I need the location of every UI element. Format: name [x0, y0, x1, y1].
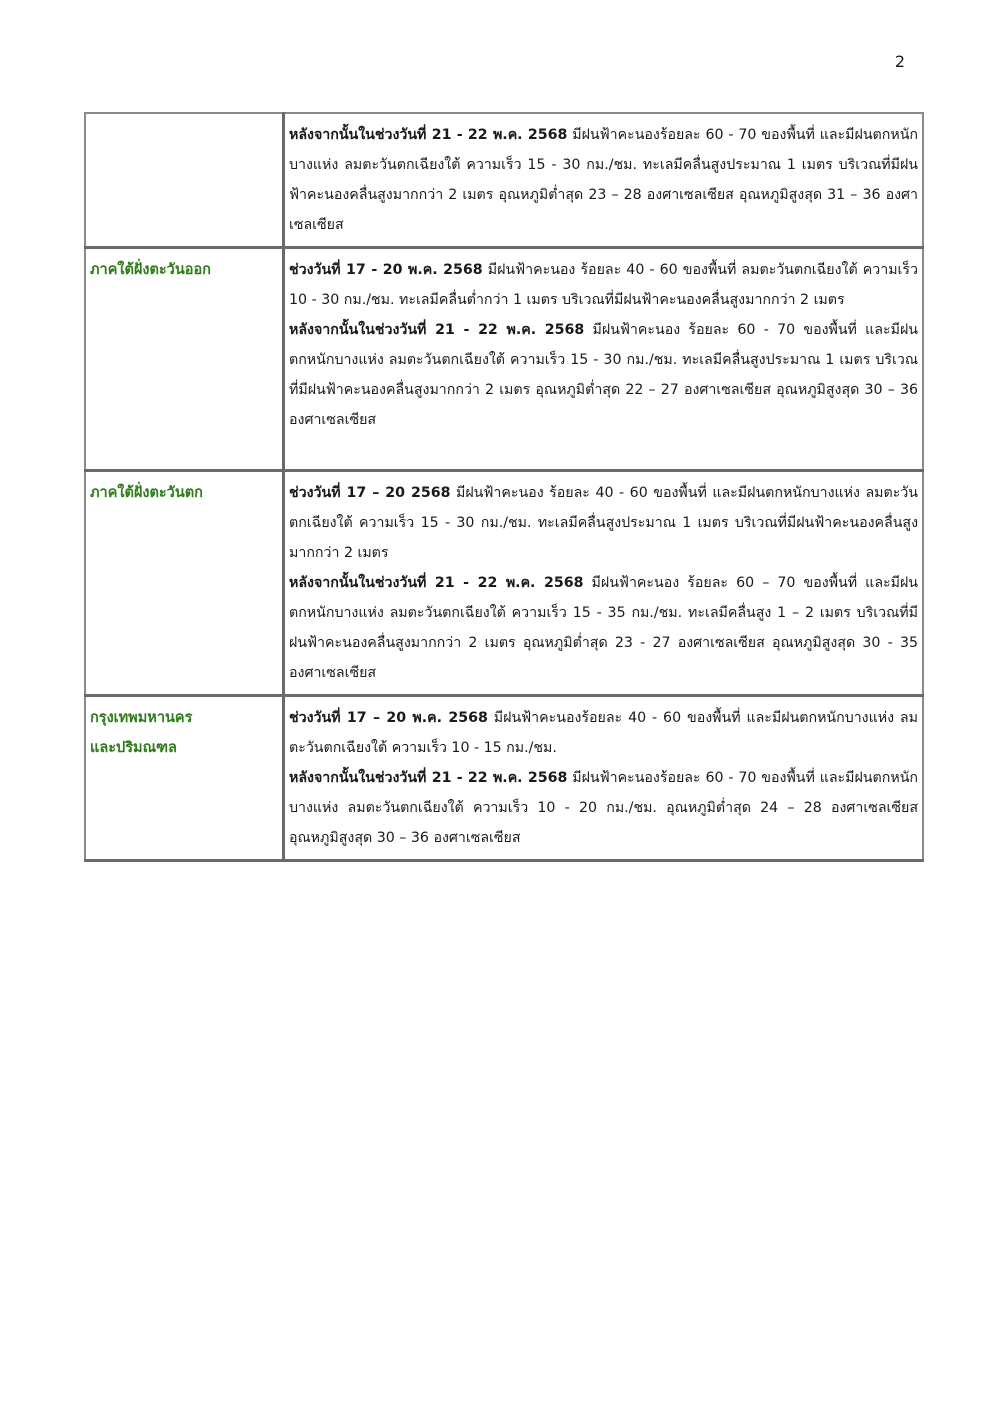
table-row [85, 471, 923, 696]
forecast-paragraph [289, 568, 918, 688]
forecast-text: มีฝนฟ้าคะนองร้อยละ 60 - 70 ของพื้นที่ และมีฝนตกหนักบางแห่ง ลมตะวันตกเฉียงใต้ ความเร็ว 10 - 20 กม./ชม. อุณหภูมิต่ำสุด 24 – 28 องศาเซลเซียส อุณหภูมิสูงสุด 30 – 36 องศาเซลเซียส [289, 770, 918, 846]
region-name: ภาคใต้ฝั่งตะวันตก [90, 485, 203, 501]
forecast-paragraph [289, 315, 918, 435]
forecast-cell [284, 113, 924, 248]
forecast-text: มีฝนฟ้าคะนอง ร้อยละ 40 - 60 ของพื้นที่ ลมตะวันตกเฉียงใต้ ความเร็ว 10 - 30 กม./ชม. ทะเลมีคลื่นต่ำกว่า 1 เมตร บริเวณที่มีฝนฟ้าคะนองคลื่นสูงมากกว่า 2 เมตร [289, 262, 918, 308]
forecast-paragraph [289, 763, 918, 853]
page-number: 2 [894, 52, 905, 71]
table-row [85, 113, 923, 248]
forecast-text: มีฝนฟ้าคะนองร้อยละ 60 - 70 ของพื้นที่ และมีฝนตกหนักบางแห่ง ลมตะวันตกเฉียงใต้ ความเร็ว 15 - 30 กม./ชม. ทะเลมีคลื่นสูงประมาณ 1 เมตร บริเวณที่มีฝนฟ้าคะนองคลื่นสูงมากกว่า 2 เมตร อุณหภูมิต่ำสุด 23 – 28 องศาเซลเซียส อุณหภูมิสูงสุด 31 – 36 องศาเซลเซียส [289, 127, 918, 233]
forecast-lead: ช่วงวันที่ 17 - 20 พ.ค. 2568 [289, 262, 483, 278]
region-cell [85, 113, 284, 248]
forecast-lead: หลังจากนั้นในช่วงวันที่ 21 - 22 พ.ค. 2568 [289, 770, 568, 786]
forecast-paragraph [289, 255, 918, 315]
region-cell [85, 248, 284, 471]
forecast-text: มีฝนฟ้าคะนอง ร้อยละ 60 - 70 ของพื้นที่ และมีฝนตกหนักบางแห่ง ลมตะวันตกเฉียงใต้ ความเร็ว 15 - 30 กม./ชม. ทะเลมีคลื่นสูงประมาณ 1 เมตร บริเวณที่มีฝนฟ้าคะนองคลื่นสูงมากกว่า 2 เมตร อุณหภูมิต่ำสุด 22 – 27 องศาเซลเซียส อุณหภูมิสูงสุด 30 – 36 องศาเซลเซียส [289, 322, 918, 428]
forecast-lead: หลังจากนั้นในช่วงวันที่ 21 - 22 พ.ค. 2568 [289, 322, 585, 338]
forecast-paragraph [289, 478, 918, 568]
table-row [85, 696, 923, 861]
table-row [85, 248, 923, 471]
region-name: ภาคใต้ฝั่งตะวันออก [90, 262, 211, 278]
forecast-cell [284, 471, 924, 696]
forecast-text: มีฝนฟ้าคะนอง ร้อยละ 40 - 60 ของพื้นที่ และมีฝนตกหนักบางแห่ง ลมตะวันตกเฉียงใต้ ความเร็ว 15 - 30 กม./ชม. ทะเลมีคลื่นสูงประมาณ 1 เมตร บริเวณที่มีฝนฟ้าคะนองคลื่นสูงมากกว่า 2 เมตร [289, 485, 918, 561]
forecast-lead: หลังจากนั้นในช่วงวันที่ 21 - 22 พ.ค. 2568 [289, 575, 584, 591]
forecast-paragraph [289, 703, 918, 763]
region-name: และปริมณฑล [90, 740, 177, 756]
region-cell [85, 471, 284, 696]
forecast-cell [284, 696, 924, 861]
forecast-cell [284, 248, 924, 471]
forecast-lead: หลังจากนั้นในช่วงวันที่ 21 - 22 พ.ค. 2568 [289, 127, 568, 143]
region-name: กรุงเทพมหานคร [90, 710, 193, 726]
forecast-text: มีฝนฟ้าคะนอง ร้อยละ 60 – 70 ของพื้นที่ และมีฝนตกหนักบางแห่ง ลมตะวันตกเฉียงใต้ ความเร็ว 15 - 35 กม./ชม. ทะเลมีคลื่นสูง 1 – 2 เมตร บริเวณที่มีฝนฟ้าคะนองคลื่นสูงมากกว่า 2 เมตร อุณหภูมิต่ำสุด 23 - 27 องศาเซลเซียส อุณหภูมิสูงสุด 30 - 35 องศาเซลเซียส [289, 575, 918, 681]
region-cell [85, 696, 284, 861]
forecast-lead: ช่วงวันที่ 17 – 20 พ.ค. 2568 [289, 710, 488, 726]
forecast-lead: ช่วงวันที่ 17 – 20 2568 [289, 485, 451, 501]
forecast-table [84, 112, 924, 862]
forecast-text: มีฝนฟ้าคะนองร้อยละ 40 - 60 ของพื้นที่ และมีฝนตกหนักบางแห่ง ลมตะวันตกเฉียงใต้ ความเร็ว 10 - 15 กม./ชม. [289, 710, 918, 756]
forecast-paragraph [289, 120, 918, 240]
